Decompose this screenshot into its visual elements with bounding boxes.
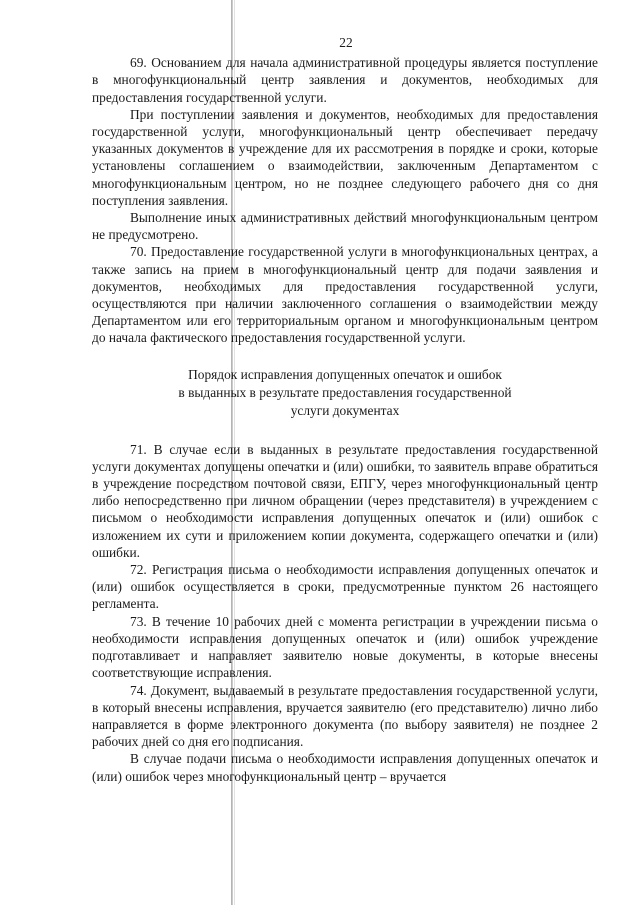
paragraph-mfc-transfer: При поступлении заявления и документов, необходимых для предоставления государственной услуги, многофункциональный центр обеспечивает передачу указанных документов в учреждение для их рассмотрения в порядке и сроки, которые установлены соглашением о взаимодействии, заключенным Департаментом с многофункциональным центром, но не позднее следующего рабочего дня со дня поступления заявления. (92, 106, 598, 208)
paragraph-71: 71. В случае если в выданных в результате предоставления государственной услуги документах допущены опечатки и (или) ошибки, то заявитель вправе обратиться в учреждение посредством почтовой связи, ЕПГУ, через многофункциональный центр либо непосредственно при личном обращении (через представителя) в учреждением с письмом о необходимости исправления допущенных опечаток и (или) ошибок с изложением их сути и приложением копии документа, содержащего опечатки и (или) ошибки. (92, 441, 598, 560)
section-heading-line-1: Порядок исправления допущенных опечаток и ошибок (188, 366, 502, 382)
paragraph-70: 70. Предоставление государственной услуги в многофункциональных центрах, а также запись на прием в многофункциональный центр для подачи заявления и документов, необходимых для предоставления государственной услуги, осуществляются при наличии заключенного соглашения о взаимодействии между Департаментом или его территориальным органом и многофункциональным центром до начала фактического предоставления государственной услуги. (92, 244, 598, 346)
page-number: 22 (339, 35, 353, 50)
paragraph-73: 73. В течение 10 рабочих дней с момента регистрации в учреждении письма о необходимости исправления допущенных опечаток и (или) ошибок учреждение подготавливает и направляет заявителю новые документы, в которые внесены соответствующие исправления. (92, 613, 598, 681)
paragraph-mfc-delivery: В случае подачи письма о необходимости исправления допущенных опечаток и (или) ошибок через многофункциональный центр – вручается (92, 751, 598, 784)
paragraph-other-actions: Выполнение иных административных действий многофункциональным центром не предусмотрено. (92, 210, 598, 243)
paragraph-74: 74. Документ, выдаваемый в результате предоставления государственной услуги, в который внесены исправления, вручается заявителю (его представителю) лично либо направляется в форме электронного документа (по выбору заявителя) не позднее 2 рабочих дней со дня его подписания. (92, 682, 598, 750)
paragraph-69: 69. Основанием для начала административной процедуры является поступление в многофункциональный центр заявления и документов, необходимых для предоставления государственной услуги. (92, 55, 598, 105)
document-page (92, 34, 598, 785)
section-heading (122, 366, 568, 420)
section-heading-line-3: услуги документах (290, 402, 400, 418)
section-heading-line-2: в выданных в результате предоставления государственной (178, 384, 512, 400)
paragraph-72: 72. Регистрация письма о необходимости исправления допущенных опечаток и (или) ошибок осуществляется в сроки, предусмотренные пунктом 26 настоящего регламента. (92, 562, 598, 612)
